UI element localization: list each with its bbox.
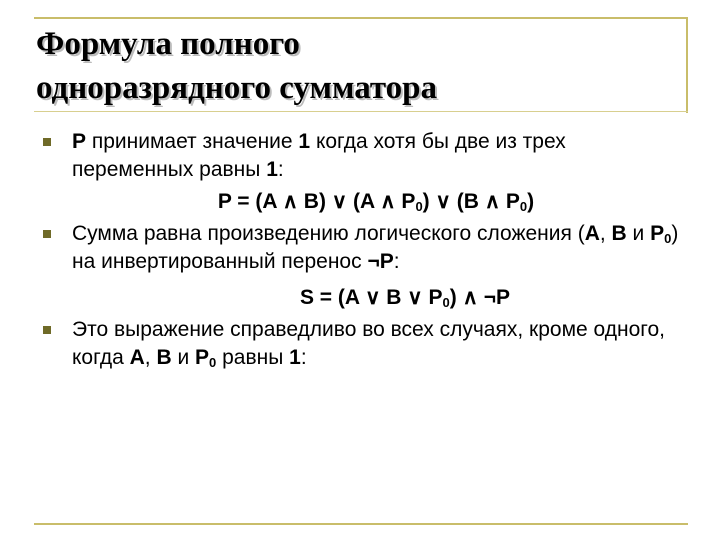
- bold-text: A: [129, 346, 145, 369]
- text-run: Сумма равна произведению логического сложения (: [72, 222, 585, 245]
- bold-text: ¬P: [367, 250, 394, 273]
- bold-text: 1: [289, 346, 301, 369]
- slide-content: [40, 128, 680, 372]
- text-run: ,: [599, 222, 612, 245]
- bold-text: P: [195, 346, 210, 369]
- square-bullet-icon: [43, 326, 51, 334]
- text-run: ) ∨ (B ∧ P: [422, 190, 520, 213]
- text-run: ): [527, 190, 535, 213]
- formula-sum: [40, 284, 680, 312]
- text-run: принимает значение: [86, 130, 299, 153]
- bullet-item-sum: [40, 220, 680, 276]
- text-run: P = (A ∧ B) ∨ (A ∧ P: [217, 190, 416, 213]
- subscript-text: 0: [209, 355, 217, 370]
- bullet-item-exception: [40, 316, 680, 372]
- subscript-text: 0: [664, 231, 672, 246]
- frame-top-line: [34, 17, 688, 19]
- bold-text: B: [156, 346, 172, 369]
- bold-text: 1: [298, 130, 311, 153]
- text-run: S = (A ∨ B ∨ P: [299, 286, 443, 309]
- text-run: равны: [216, 346, 290, 369]
- bold-text: B: [611, 222, 627, 245]
- bullet-text-exception: [72, 316, 680, 372]
- bold-text: P: [72, 130, 87, 153]
- slide-title: [36, 22, 437, 110]
- frame-right-line: [686, 17, 688, 113]
- slide-title-line-1: Формула полного: [36, 26, 300, 62]
- text-run: и: [626, 222, 651, 245]
- text-run: Это выражение справедливо во всех случаях, кроме одного, когда: [72, 318, 665, 369]
- subscript-text: 0: [519, 199, 528, 214]
- frame-bottom-line: [34, 523, 688, 525]
- bold-text: A: [584, 222, 600, 245]
- text-run: ,: [144, 346, 157, 369]
- bullet-item-carry: [40, 128, 680, 184]
- text-run: :: [300, 346, 307, 369]
- bullet-text-carry: [72, 128, 680, 184]
- text-run: :: [393, 250, 400, 273]
- square-bullet-icon: [43, 230, 51, 238]
- title-underline: [34, 111, 688, 112]
- text-run: когда хотя бы две из трех переменных равны: [72, 130, 566, 181]
- square-bullet-icon: [43, 138, 51, 146]
- bold-text: 1: [266, 158, 278, 181]
- bold-text: P: [650, 222, 665, 245]
- subscript-text: 0: [415, 199, 423, 214]
- subscript-text: 0: [442, 295, 450, 310]
- text-run: :: [277, 158, 284, 181]
- slide-title-line-2: одноразрядного сумматора: [36, 70, 437, 106]
- text-run: и: [171, 346, 196, 369]
- formula-carry: [40, 188, 680, 216]
- text-run: ) ∧ ¬P: [449, 286, 511, 309]
- text-run: ) на инвертированный перенос: [72, 222, 679, 273]
- bullet-text-sum: [72, 220, 680, 276]
